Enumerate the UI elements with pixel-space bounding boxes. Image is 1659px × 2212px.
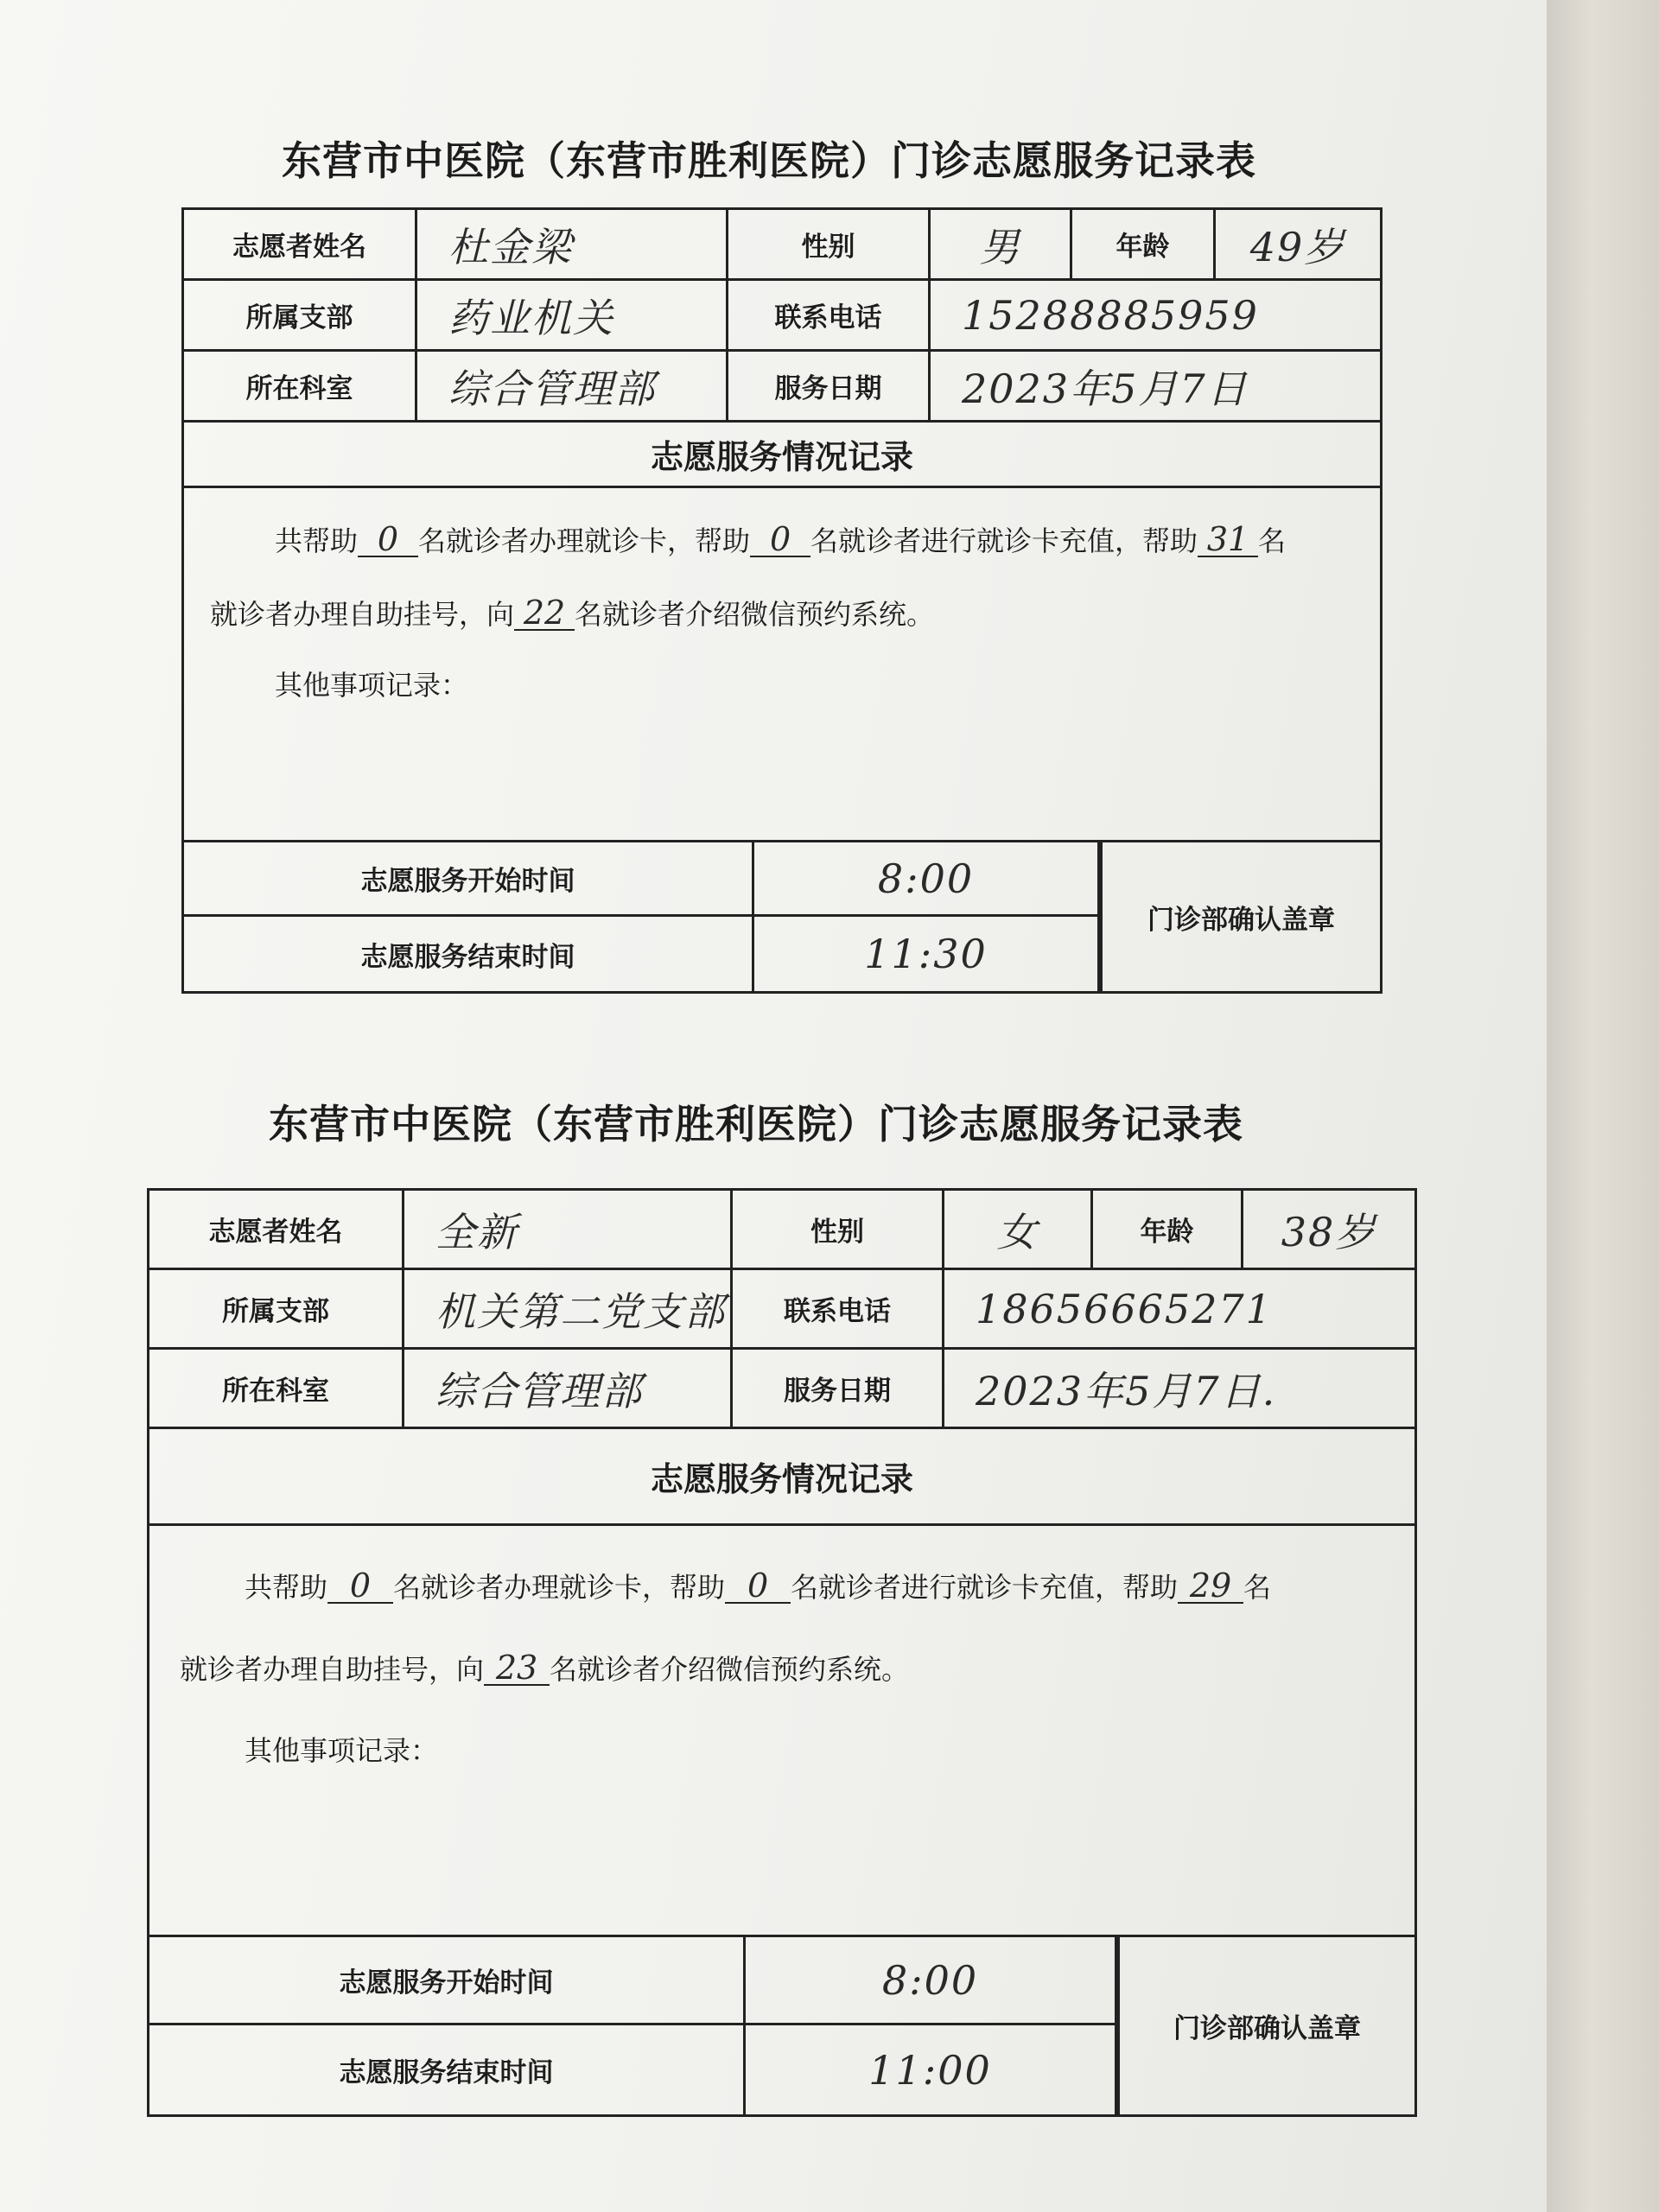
count-self-registration: 29 — [1178, 1569, 1243, 1604]
record-text: 名就诊者介绍微信预约系统。 — [550, 1653, 910, 1686]
section-heading: 志愿服务情况记录 — [650, 1460, 913, 1498]
other-notes-label: 其他事项记录： — [275, 669, 469, 702]
end-time-label: 志愿服务结束时间 — [339, 2057, 554, 2088]
record-text: 名就诊者办理就诊卡，帮助 — [393, 1571, 726, 1604]
name-label: 志愿者姓名 — [232, 232, 366, 263]
end-time-value: 11:00 — [746, 2025, 1117, 2114]
phone-value: 18656665271 — [976, 1285, 1273, 1332]
gender-value: 男 — [931, 210, 1072, 278]
seal-label: 门诊部确认盖章 — [1147, 904, 1335, 936]
form-table — [181, 207, 1382, 994]
dept-value: 综合管理部 — [404, 1350, 733, 1427]
date-value: 2023年5月7日. — [976, 1367, 1277, 1414]
end-time-value: 11:30 — [754, 917, 1100, 991]
name-value: 全新 — [404, 1191, 733, 1268]
count-wechat-intro: 23 — [484, 1651, 550, 1686]
seal-label: 门诊部确认盖章 — [1173, 2013, 1361, 2044]
form-title: 东营市中医院（东营市胜利医院）门诊志愿服务记录表 — [282, 137, 1256, 184]
count-card-recharged: 0 — [725, 1569, 791, 1604]
form-table — [147, 1188, 1417, 2117]
count-self-registration: 31 — [1198, 523, 1258, 557]
count-card-issued: 0 — [358, 523, 418, 557]
count-wechat-intro: 22 — [514, 596, 575, 631]
start-time-label: 志愿服务开始时间 — [339, 1967, 554, 1999]
count-card-recharged: 0 — [750, 523, 810, 557]
record-text: 名 — [1258, 524, 1287, 557]
age-label: 年龄 — [1116, 232, 1170, 263]
gender-label: 性别 — [810, 1217, 864, 1248]
dept-label: 所在科室 — [222, 1376, 329, 1407]
date-value: 2023年5月7日 — [962, 365, 1249, 412]
gender-label: 性别 — [801, 232, 855, 263]
page-stack-edge — [1547, 0, 1659, 2212]
dept-label: 所在科室 — [245, 373, 353, 404]
start-time-label: 志愿服务开始时间 — [360, 866, 575, 897]
name-value: 杜金梁 — [417, 210, 728, 278]
form-title: 东营市中医院（东营市胜利医院）门诊志愿服务记录表 — [269, 1101, 1243, 1147]
date-label: 服务日期 — [784, 1376, 891, 1407]
phone-label: 联系电话 — [784, 1296, 891, 1327]
start-time-value: 8:00 — [746, 1937, 1117, 2023]
section-heading: 志愿服务情况记录 — [650, 438, 913, 476]
age-value: 38岁 — [1281, 1208, 1377, 1255]
count-card-issued: 0 — [327, 1569, 393, 1604]
age-label: 年龄 — [1140, 1217, 1194, 1248]
service-record-area — [184, 488, 1380, 842]
volunteer-record-form-1 — [156, 121, 1382, 994]
record-text: 名就诊者办理就诊卡，帮助 — [418, 524, 751, 557]
record-text: 共帮助 — [275, 524, 359, 557]
start-time-value: 8:00 — [754, 842, 1100, 914]
gender-value: 女 — [944, 1191, 1093, 1268]
branch-label: 所属支部 — [245, 302, 353, 334]
phone-label: 联系电话 — [774, 302, 882, 334]
age-value: 49岁 — [1249, 223, 1346, 270]
record-text: 名就诊者进行就诊卡充值，帮助 — [810, 524, 1198, 557]
record-text: 就诊者办理自助挂号，向 — [180, 1653, 485, 1686]
phone-value: 15288885959 — [962, 291, 1259, 339]
name-label: 志愿者姓名 — [208, 1217, 343, 1248]
record-text: 就诊者办理自助挂号，向 — [210, 598, 515, 631]
date-label: 服务日期 — [774, 373, 882, 404]
service-record-area — [149, 1526, 1414, 1937]
volunteer-record-form-2 — [138, 1093, 1426, 2117]
record-text: 名就诊者进行就诊卡充值，帮助 — [791, 1571, 1179, 1604]
branch-value: 药业机关 — [417, 281, 728, 349]
record-text: 名就诊者介绍微信预约系统。 — [575, 598, 935, 631]
branch-value: 机关第二党支部 — [404, 1270, 733, 1347]
dept-value: 综合管理部 — [417, 352, 728, 420]
branch-label: 所属支部 — [222, 1296, 329, 1327]
record-text: 共帮助 — [245, 1571, 328, 1604]
end-time-label: 志愿服务结束时间 — [360, 941, 575, 973]
other-notes-label: 其他事项记录： — [245, 1734, 439, 1767]
record-text: 名 — [1243, 1571, 1272, 1604]
